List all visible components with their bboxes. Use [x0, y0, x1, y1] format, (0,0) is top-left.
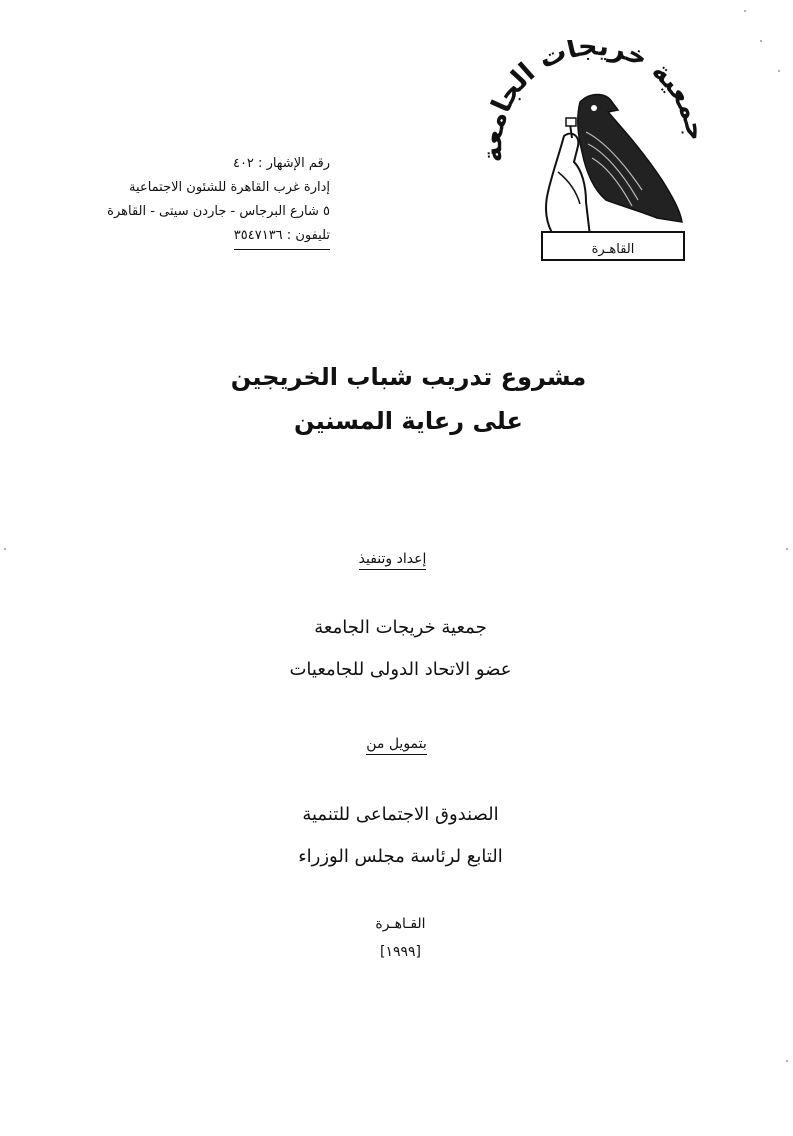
- footer-city: القـاهـرة: [375, 916, 426, 932]
- title-line-2: على رعاية المسنين: [294, 407, 523, 435]
- association-logo: [482, 40, 697, 270]
- footer-block: [4, 910, 793, 966]
- scan-speck: [786, 548, 788, 550]
- funder-block: [4, 794, 793, 878]
- registration-number: رقم الإشهار : ٤٠٢: [232, 156, 330, 171]
- organization-name: جمعية خريجات الجامعة: [314, 617, 487, 638]
- funder-name: الصندوق الاجتماعى للتنمية: [302, 804, 499, 825]
- scan-speck: [760, 40, 762, 42]
- registration-block: [60, 152, 330, 250]
- logo-arc-text: عية خريجات الجام: [482, 40, 697, 133]
- registration-phone: تليفون : ٣٥٤٧١٣٦: [234, 224, 330, 250]
- funder-affiliation: التابع لرئاسة مجلس الوزراء: [298, 846, 503, 867]
- funded-by-section: [0, 733, 793, 755]
- scan-speck: [744, 10, 746, 12]
- organization-block: [4, 607, 793, 691]
- scan-speck: [778, 70, 780, 72]
- falcon-seal-icon: [482, 40, 697, 270]
- registration-address: ٥ شارع البرجاس - جاردن سيتى - القاهرة: [107, 204, 330, 219]
- prepared-by-label: إعداد وتنفيذ: [359, 551, 427, 570]
- funded-by-label: بتمويل من: [366, 736, 427, 755]
- organization-membership: عضو الاتحاد الدولى للجامعيات: [289, 659, 512, 680]
- scan-speck: [4, 548, 6, 550]
- logo-plate-text: القاهـرة: [591, 242, 635, 257]
- scan-speck: [786, 1060, 788, 1062]
- project-title: [12, 355, 793, 443]
- registration-department: إدارة غرب القاهرة للشئون الاجتماعية: [129, 180, 330, 195]
- prepared-by-section: [0, 548, 789, 570]
- title-line-1: مشروع تدريب شباب الخريجين: [230, 363, 587, 391]
- footer-year: [١٩٩٩]: [379, 944, 421, 960]
